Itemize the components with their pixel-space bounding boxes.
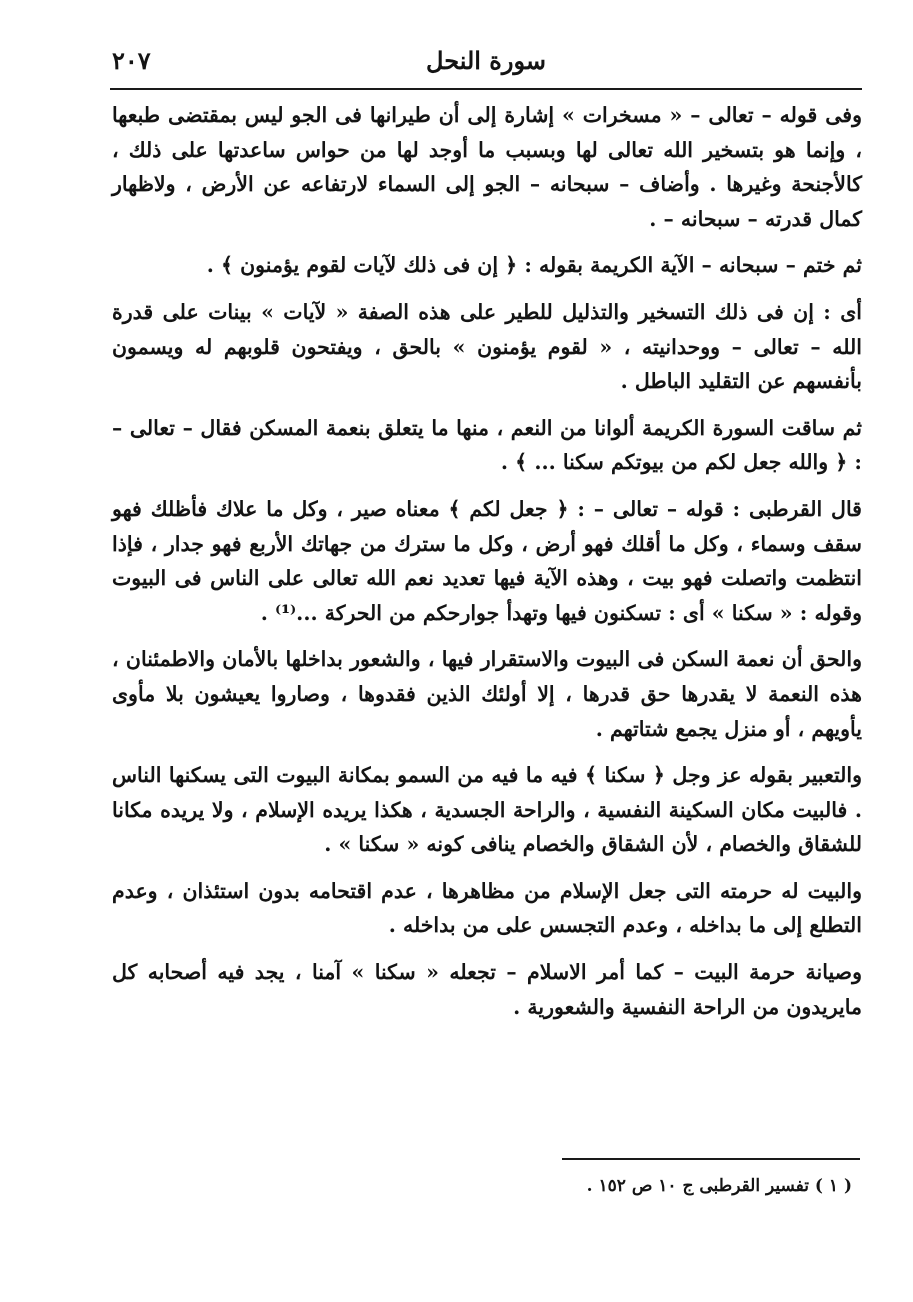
paragraph-8: والبيت له حرمته التى جعل الإسلام من مظاهرها ، عدم اقتحامه بدون استئذان ، وعدم التطلع إلى ما بداخله ، وعدم التجسس على من بداخله . — [112, 878, 862, 938]
paragraph-6: والحق أن نعمة السكن فى البيوت والاستقرار فيها ، والشعور بداخلها بالأمان والاطمئنان ، هذه النعمة لا يقدرها حق قدرها ، إلا أولئك الذين فقدوها ، وصاروا يعيشون بلا مأوى يأويهم ، أو منزل يجمع شتاتهم . — [112, 647, 862, 741]
page-header — [110, 38, 862, 86]
header-divider — [110, 88, 862, 90]
footnote: ( ١ ) تفسير القرطبى ج ١٠ ص ١٥٢ . — [586, 1176, 852, 1196]
footnote-divider — [562, 1158, 860, 1160]
paragraph-2: ثم ختم – سبحانه – الآية الكريمة بقوله : ﴿ إن فى ذلك لآيات لقوم يؤمنون ﴾ . — [206, 253, 862, 278]
surah-title: سورة النحل — [426, 46, 546, 75]
paragraph-1: وفى قوله – تعالى – « مسخرات » إشارة إلى أن طيرانها فى الجو ليس بمقتضى طبعها ، وإنما هو بتسخير الله تعالى لها وبسبب ما أوجد لها من حواس ساعدتها على ذلك ، كالأجنحة وغيرها . وأضاف – سبحانه – الجو إلى السماء لارتفاعه عن الأرض ، ولاظهار كمال قدرته – سبحانه – . — [112, 103, 862, 231]
paragraph-3: أى : إن فى ذلك التسخير والتذليل للطير على هذه الصفة « لآيات » بينات على قدرة الله – تعالى – ووحدانيته ، « لقوم يؤمنون » بالحق ، ويفتحون قلوبهم له ويسمون بأنفسهم عن التقليد الباطل . — [112, 299, 862, 394]
paragraph-5: قال القرطبى : قوله – تعالى – : ﴿ جعل لكم ﴾ معناه صير ، وكل ما علاك فأظلك فهو سقف وسماء ، وكل ما أقلك فهو أرض ، وكل ما سترك من جهاتك الأربع فهو جدار ، فإذا انتظمت واتصلت فهو بيت ، وهذه الآية فيها تعديد نعم الله تعالى على الناس فى البيوت وقوله : « سكنا » أى : تسكنون فيها وتهدأ جوارحكم من الحركة ...⁽¹⁾ . — [112, 496, 862, 625]
body-text — [112, 98, 862, 1036]
paragraph-9: وصيانة حرمة البيت – كما أمر الاسلام – تجعله « سكنا » آمنا ، يجد فيه أصحابه كل مايريدون من الراحة النفسية والشعورية . — [112, 960, 862, 1019]
page-number: ٢٠٧ — [112, 46, 151, 75]
paragraph-4: ثم ساقت السورة الكريمة ألوانا من النعم ، منها ما يتعلق بنعمة المسكن فقال – تعالى – : ﴿ والله جعل لكم من بيوتكم سكنا ... ﴾ . — [112, 415, 862, 475]
paragraph-7: والتعبير بقوله عز وجل ﴿ سكنا ﴾ فيه ما فيه من السمو بمكانة البيوت التى يسكنها الناس . فالبيت مكان السكينة النفسية ، والراحة الجسدية ، هكذا يريده الإسلام ، ولا يريده مكانا للشقاق والخصام ، لأن الشقاق والخصام ينافى كونه « سكنا » . — [112, 763, 862, 857]
